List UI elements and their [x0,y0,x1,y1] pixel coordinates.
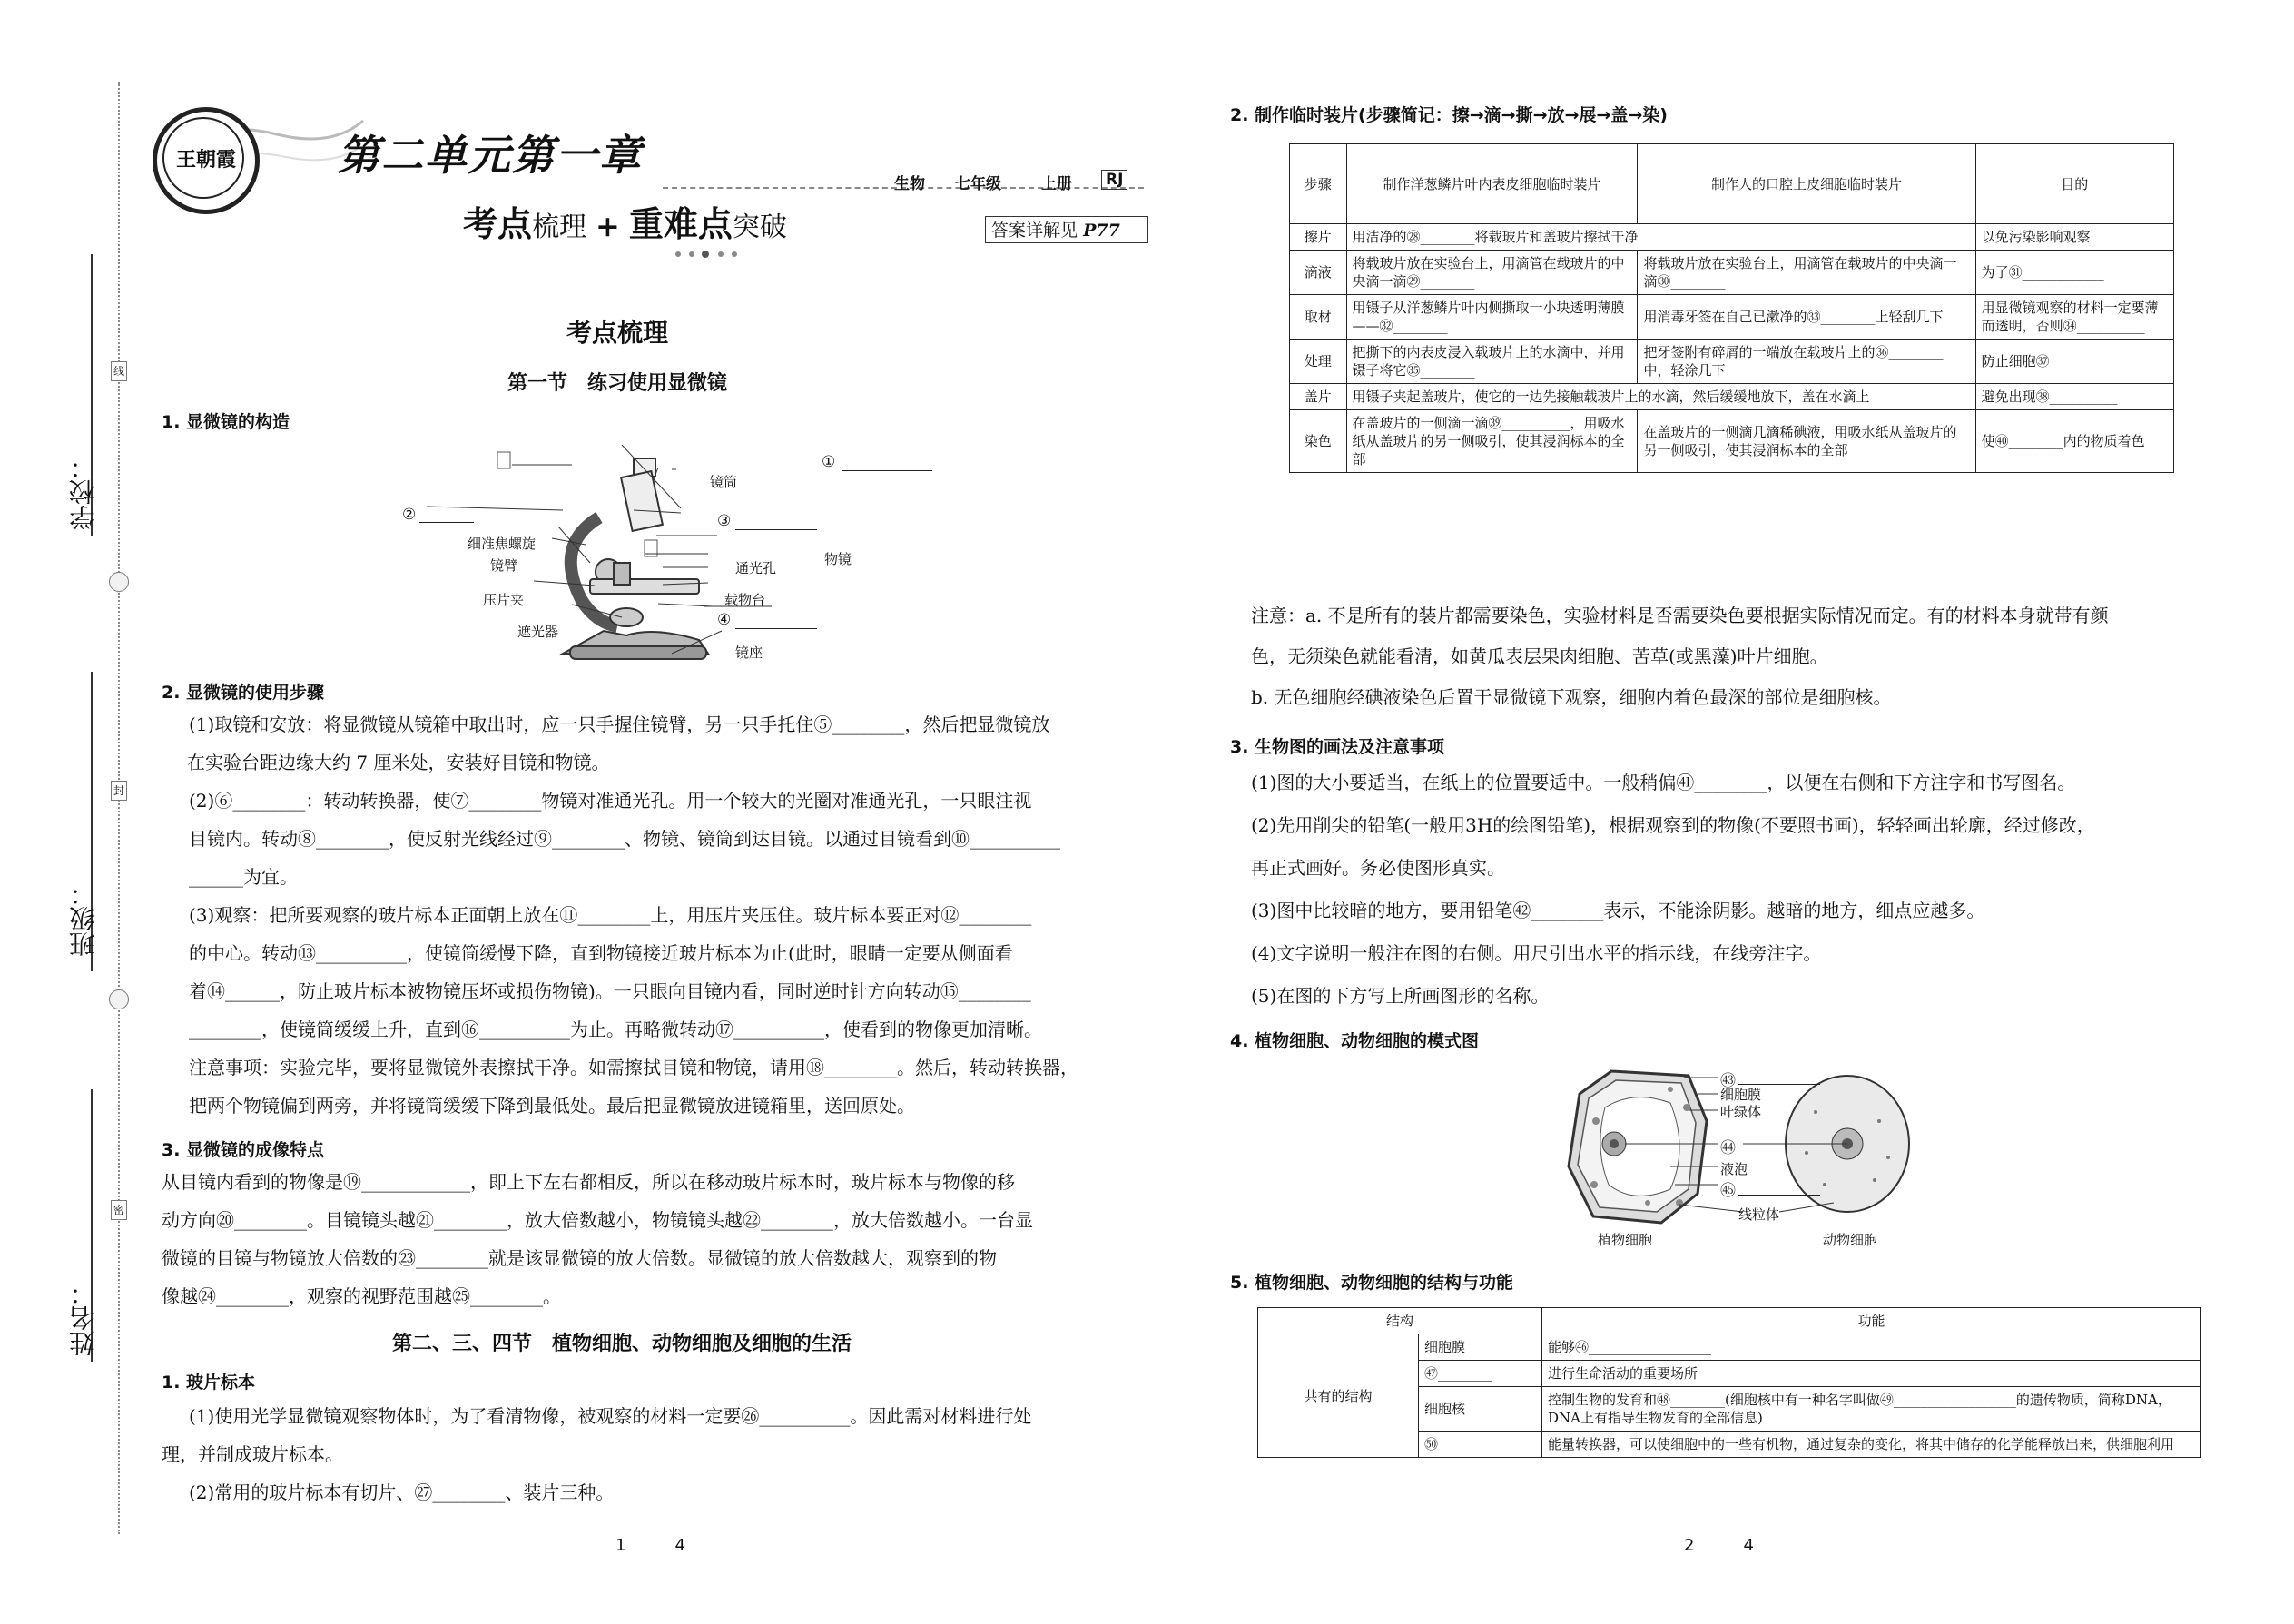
table-header-row [1258,1308,2201,1334]
table-row [1290,384,2174,410]
text-line: (3)观察：把所要观察的玻片标本正面朝上放在⑪________上，用压片夹压住。玻片标本要正对⑫________ [189,904,1032,926]
text-line: (1)使用光学显微镜观察物体时，为了看清物像，被观察的材料一定要㉖__________。因此需对材料进行处 [189,1405,1032,1427]
text-line: 注意：a. 不是所有的装片都需要染色，实验材料是否需要染色要根据实际情况而定。有的材料本身就带有颜 [1251,605,2109,626]
s2-body [189,712,1156,1131]
text-line: 像越㉔________，观察的视野范围越㉕________。 [162,1285,561,1307]
cut-line [118,82,120,1534]
step-cell: 处理 [1290,340,1347,384]
s4-title: 1. 玻片标本 [162,1373,256,1393]
table-row [1290,224,2174,251]
text-line: (1)取镜和安放：将显微镜从镜箱中取出时，应一只手握住镜臂，另一只手托住⑤________，然后把显微镜放 [189,714,1050,735]
text-line: ________，使镜筒缓缓上升，直到⑯__________为止。再略微转动⑰__________，使看到的物像更加清晰。 [189,1019,1042,1040]
table-row [1290,340,2174,384]
s3-title: 3. 显微镜的成像特点 [162,1140,325,1160]
label-n1: ① [822,453,836,471]
label-n1-line [842,470,932,471]
r-s4-title: 4. 植物细胞、动物细胞的模式图 [1230,1031,1480,1051]
label-objective: 物镜 [824,551,852,567]
cheek-cell: 在盖玻片的一侧滴几滴稀碘液，用吸水纸从盖玻片的另一侧吸引，使其浸润标本的全部 [1638,410,1975,473]
binding-hole [109,572,129,592]
chapter-title: 第二单元第一章 [338,131,643,180]
label-n3-line [735,529,817,530]
label-chloroplast: 叶绿体 [1720,1104,1762,1120]
s3-body [162,1169,1156,1322]
page-number: 2 4 [1684,1536,1754,1555]
section1-title: 第一节 练习使用显微镜 [507,371,727,395]
label-vacuole: 液泡 [1720,1161,1748,1177]
text-line: b. 无色细胞经碘液染色后置于显微镜下观察，细胞内着色最深的部位是细胞核。 [1251,686,1892,708]
struct-cell: ㊼________ [1418,1361,1541,1387]
merged-cell: 用镊子夹起盖玻片，使它的一边先接触载玻片上的水滴，然后缓缓地放下，盖在水滴上 [1346,384,1975,410]
text-line: 目镜内。转动⑧________，使反射光线经过⑨________、物镜、镜筒到达目镜。以通过目镜看到⑩__________ [189,828,1060,850]
group-cell: 共有的结构 [1258,1334,1419,1458]
func-cell: 进行生命活动的重要场所 [1542,1361,2201,1387]
text-line: ______为宜。 [189,866,298,888]
label-tube: 镜筒 [710,474,738,490]
text-line: (2)先用削尖的铅笔(一般用3H的绘图铅笔)，根据观察到的物像(不要照书画)，轻轻画出轮廓，经过修改， [1251,814,2095,836]
text-line: (4)文字说明一般注在图的右侧。用尺引出水平的指示线，在线旁注字。 [1251,942,1822,964]
func-cell: 能够㊻__________________ [1542,1334,2201,1361]
step-cell: 染色 [1290,410,1347,473]
brand-logo [153,107,260,214]
text-line: 再正式画好。务必使图形真实。 [1251,857,1505,879]
purpose-cell: 使㊵________内的物质着色 [1975,410,2173,473]
meta-grade: 七年级 [955,175,1001,193]
microscope-diagram [399,445,962,667]
r-s5-title: 5. 植物细胞、动物细胞的结构与功能 [1230,1273,1514,1293]
struct-cell: 细胞核 [1418,1387,1541,1432]
text-line: (3)图中比较暗的地方，要用铅笔㊷________表示，不能涂阴影。越暗的地方，细点应越多。 [1251,900,1985,921]
table-header: 目的 [1975,144,2173,224]
step-cell: 取材 [1290,295,1347,340]
label-aperture: 通光孔 [735,560,777,576]
table-header: 步骤 [1290,144,1347,224]
table-row [1258,1334,2201,1361]
text-line: 动方向⑳________。目镜镜头越㉑________，放大倍数越小，物镜镜头越㉒________，放大倍数越小。一台显 [162,1209,1033,1231]
label-n45-line [1738,1195,1820,1196]
label-membrane: 细胞膜 [1720,1087,1762,1103]
table-row [1290,410,2174,473]
section-heading: 考点梳理 [566,318,668,348]
step-cell: 盖片 [1290,384,1347,410]
purpose-cell: 为了㉛____________ [1975,251,2173,295]
s1-title: 1. 显微镜的构造 [162,412,290,432]
merged-cell: 用洁净的㉘________将载玻片和盖玻片擦拭干净 [1346,224,1975,251]
r-s3-title: 3. 生物图的画法及注意事项 [1230,737,1445,757]
label-arm: 镜臂 [490,557,518,574]
table-row [1290,295,2174,340]
answer-note: 答案详解见 [991,221,1078,241]
label-n2: ② [402,506,417,524]
struct-cell: 细胞膜 [1418,1334,1541,1361]
subtitle-part: + [596,209,620,243]
table-header: 制作洋葱鳞片叶内表皮细胞临时装片 [1346,144,1638,224]
brand-name: 王朝霞 [175,148,236,172]
purpose-cell: 以免污染影响观察 [1975,224,2173,251]
label-animal: 动物细胞 [1823,1232,1878,1248]
text-line: 理，并制成玻片标本。 [162,1443,343,1465]
purpose-cell: 防止细胞㊲__________ [1975,340,2173,384]
label-clip: 压片夹 [483,592,525,608]
label-n4: ④ [717,611,732,629]
cut-mark: 封 [111,781,127,801]
label-fine: 细准焦螺旋 [468,536,537,552]
func-cell: 能量转换器，可以使细胞中的一些有机物，通过复杂的变化，将其中储存的化学能释放出来，供细胞利用 [1542,1432,2201,1458]
onion-cell: 把撕下的内表皮浸入载玻片上的水滴中，并用镊子将它㉟________ [1346,340,1638,384]
step-cell: 滴液 [1290,251,1347,295]
subtitle-part: 重难点 [628,203,733,244]
cheek-cell: 把牙签附有碎屑的一端放在载玻片上的㊱________中，轻涂几下 [1638,340,1975,384]
table-header: 制作人的口腔上皮细胞临时装片 [1638,144,1975,224]
onion-cell: 将载玻片放在实验台上，用滴管在载玻片的中央滴一滴㉙________ [1346,251,1638,295]
cheek-cell: 将载玻片放在实验台上，用滴管在载玻片的中央滴一滴㉚________ [1638,251,1975,295]
text-line: 微镜的目镜与物镜放大倍数的㉓________就是该显微镜的放大倍数。显微镜的放大倍数越大，观察到的物 [162,1247,997,1269]
label-mito: 线粒体 [1738,1206,1780,1223]
label-n44: ㊹ [1720,1139,1736,1157]
text-line: (2)⑥________：转动转换器，使⑦________物镜对准通光孔。用一个较大的光圈对准通光孔，一只眼注视 [189,790,1032,812]
header-subtitle [463,196,787,246]
text-line: 的中心。转动⑬__________，使镜筒缓慢下降，直到物镜接近玻片标本为止(此时，眼睛一定要从侧面看 [189,942,1013,964]
cheek-cell: 用消毒牙签在自己已漱净的㉝________上轻刮几下 [1638,295,1975,340]
purpose-cell: 避免出现㊳__________ [1975,384,2173,410]
meta-subject: 生物 [894,175,925,193]
onion-cell: 用镊子从洋葱鳞片叶内侧撕取一小块透明薄膜——㉜________ [1346,295,1638,340]
meta-edition: RJ [1101,170,1127,190]
struct-cell: ㊿________ [1418,1432,1541,1458]
label-n3: ③ [717,512,732,530]
label-plant: 植物细胞 [1598,1232,1653,1248]
s4-body [162,1403,1156,1518]
label-n45: ㊺ [1720,1182,1736,1200]
cut-mark: 线 [111,361,127,381]
table-header-row [1290,144,2174,224]
structure-table [1257,1307,2201,1458]
table-header: 功能 [1542,1308,2201,1334]
school-label: 学校： [68,454,98,530]
answer-page: P77 [1083,221,1120,241]
note-body [1251,603,2231,725]
t1-title: 2. 制作临时装片(步骤简记：擦→滴→撕→放→展→盖→染) [1230,105,1668,125]
text-line: 在实验台距边缘大约 7 厘米处，安装好目镜和物镜。 [187,752,610,773]
text-line: 着⑭______，防止玻片标本被物镜压坏或损伤物镜)。一只眼向目镜内看，同时逆时针方向转动⑮________ [189,980,1031,1002]
meta-volume: 上册 [1041,175,1072,193]
r-s3-body [1251,770,2231,1026]
text-line: (2)常用的玻片标本有切片、㉗________、装片三种。 [189,1481,615,1503]
label-stage: 载物台 [724,592,766,608]
text-line: (1)图的大小要适当，在纸上的位置要适中。一般稍偏㊶________，以便在右侧和下方注字和书写图名。 [1251,772,2076,793]
class-label: 班级： [68,881,98,957]
table-header: 结构 [1258,1308,1542,1334]
label-base: 镜座 [735,645,763,661]
name-label: 姓名： [68,1280,98,1356]
onion-cell: 在盖玻片的一侧滴一滴㊴__________，用吸水纸从盖玻片的另一侧吸引，使其浸润标本的全部 [1346,410,1638,473]
label-n4-line [735,628,817,629]
label-n43: ㊸ [1720,1072,1736,1090]
text-line: 把两个物镜偏到两旁，并将镜筒缓缓下降到最低处。最后把显微镜放进镜箱里，送回原处。 [189,1095,915,1117]
cut-mark: 密 [111,1200,127,1220]
answer-note-box [985,216,1148,243]
text-line: 色，无须染色就能看清，如黄瓜表层果肉细胞、苦草(或黑藻)叶片细胞。 [1251,645,1828,667]
s2-title: 2. 显微镜的使用步骤 [162,683,325,703]
label-n2-line [419,522,474,523]
header-dots [674,245,764,254]
table-row [1290,251,2174,295]
purpose-cell: 用显微镜观察的材料一定要薄而透明，否则㉞__________ [1975,295,2173,340]
label-mirror: 遮光器 [517,624,559,640]
page-number: 1 4 [615,1536,685,1555]
text-line: 注意事项：实验完毕，要将显微镜外表擦拭干净。如需擦拭目镜和物镜，请用⑱________。然后，转动转换器， [189,1057,1078,1078]
step-cell: 擦片 [1290,224,1347,251]
subtitle-part: 梳理 [532,212,587,243]
subtitle-part: 考点 [463,203,533,244]
steps-table [1289,143,2174,473]
section2-title: 第二、三、四节 植物细胞、动物细胞及细胞的生活 [391,1332,852,1355]
text-line: 从目镜内看到的物像是⑲____________，即上下左右都相反，所以在移动玻片标本时，玻片标本与物像的移 [162,1171,1015,1193]
subtitle-part: 突破 [732,212,787,243]
text-line: (5)在图的下方写上所画图形的名称。 [1251,985,1550,1007]
binding-hole [109,989,129,1009]
func-cell: 控制生物的发育和㊽________(细胞核中有一种名字叫做㊾__________________的遗传物质，简称DNA，DNA上有指导生物发育的全部信息) [1542,1387,2201,1432]
